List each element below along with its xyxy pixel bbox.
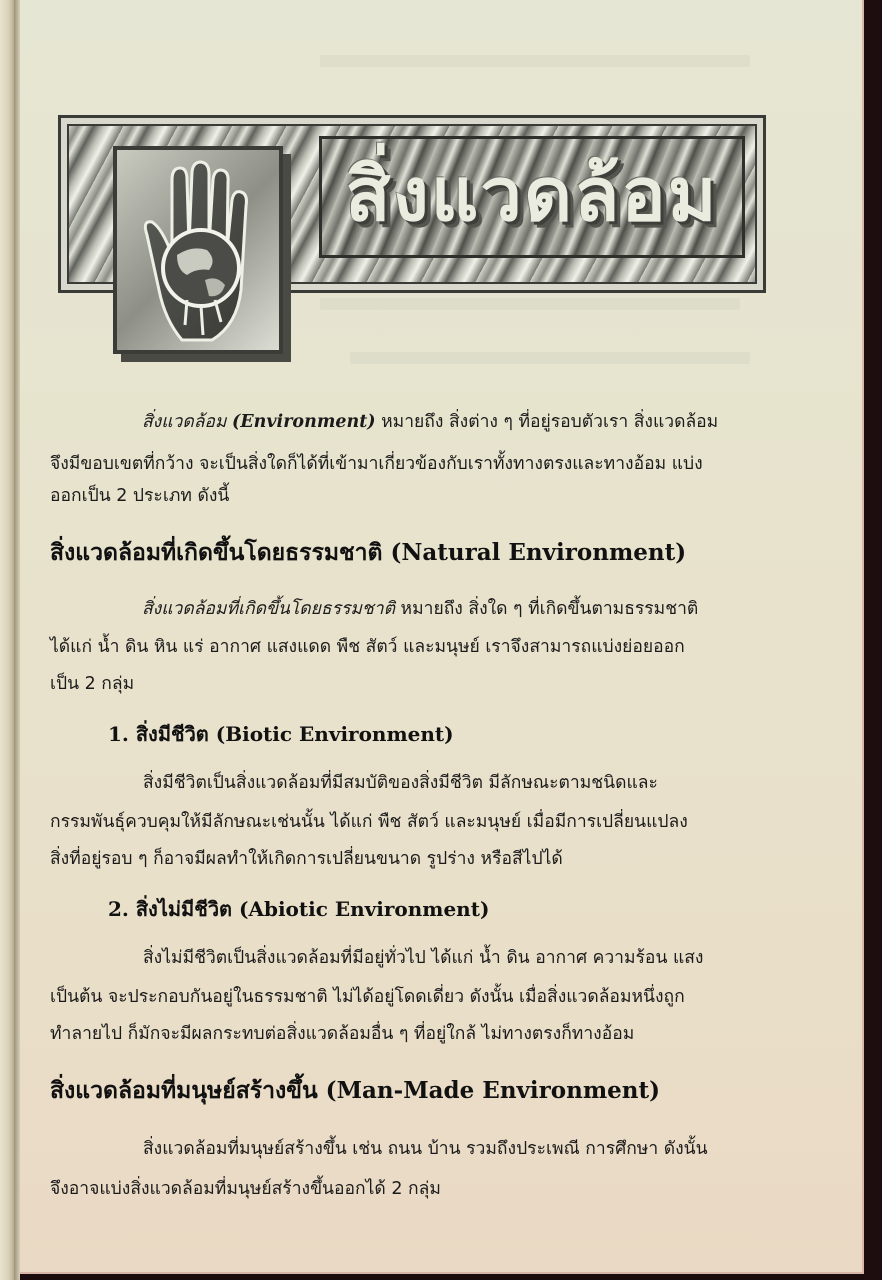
book-page <box>20 0 864 1274</box>
left-page-edge <box>0 0 14 1280</box>
subsection-heading-biotic: 1. สิ่งมีชีวิต (Biotic Environment) <box>108 722 454 746</box>
title-panel <box>319 136 745 258</box>
abiotic-line-2: เป็นต้น จะประกอบกันอยู่ในธรรมชาติ ไม่ได้อยู่โดดเดี่ยว ดังนั้น เมื่อสิ่งแวดล้อมหนึ่งถูก <box>50 987 685 1007</box>
section-heading-natural: สิ่งแวดล้อมที่เกิดขึ้นโดยธรรมชาติ (Natural Environment) <box>50 539 687 566</box>
manmade-line-2: จึงอาจแบ่งสิ่งแวดล้อมที่มนุษย์สร้างขึ้นออกได้ 2 กลุ่ม <box>50 1179 441 1199</box>
scan-background-edge <box>864 0 882 1280</box>
intro-line-3: ออกเป็น 2 ประเภท ดังนี้ <box>50 486 230 506</box>
natural-term: สิ่งแวดล้อมที่เกิดขึ้นโดยธรรมชาติ <box>142 599 395 619</box>
biotic-line-1: สิ่งมีชีวิตเป็นสิ่งแวดล้อมที่มีสมบัติของสิ่งมีชีวิต มีลักษณะตามชนิดและ <box>143 773 658 793</box>
biotic-line-3: สิ่งที่อยู่รอบ ๆ ก็อาจมีผลทำให้เกิดการเปลี่ยนขนาด รูปร่าง หรือสีไปได้ <box>50 849 563 869</box>
intro-line-1 <box>142 410 718 434</box>
bleed-through-header <box>320 55 750 67</box>
intro-text: หมายถึง สิ่งต่าง ๆ ที่อยู่รอบตัวเรา สิ่งแวดล้อม <box>375 412 719 432</box>
section-heading-manmade: สิ่งแวดล้อมที่มนุษย์สร้างขึ้น (Man-Made Environment) <box>50 1077 661 1104</box>
intro-line-2: จึงมีขอบเขตที่กว้าง จะเป็นสิ่งใดก็ได้ที่เข้ามาเกี่ยวข้องกับเราทั้งทางตรงและทางอ้อม แบ่ง <box>50 454 703 474</box>
intro-term: สิ่งแวดล้อม <box>142 412 227 432</box>
abiotic-line-3: ทำลายไป ก็มักจะมีผลกระทบต่อสิ่งแวดล้อมอื่น ๆ ที่อยู่ใกล้ ไม่ทางตรงก็ทางอ้อม <box>50 1024 635 1044</box>
natural-line-1 <box>142 597 698 621</box>
bleed-through-line <box>320 298 740 310</box>
hand-holding-globe-icon <box>113 146 283 354</box>
bleed-through-line <box>350 352 750 364</box>
subsection-heading-abiotic: 2. สิ่งไม่มีชีวิต (Abiotic Environment) <box>108 897 490 921</box>
biotic-line-2: กรรมพันธุ์ควบคุมให้มีลักษณะเช่นนั้น ได้แก่ พืช สัตว์ และมนุษย์ เมื่อมีการเปลี่ยนแปลง <box>50 812 688 832</box>
chapter-title: สิ่งแวดล้อม <box>345 152 719 238</box>
natural-line-2: ได้แก่ น้ำ ดิน หิน แร่ อากาศ แสงแดด พืช สัตว์ และมนุษย์ เราจึงสามารถแบ่งย่อยออก <box>50 637 685 657</box>
intro-term-english: (Environment) <box>232 412 376 432</box>
natural-text: หมายถึง สิ่งใด ๆ ที่เกิดขึ้นตามธรรมชาติ <box>394 599 699 619</box>
abiotic-line-1: สิ่งไม่มีชีวิตเป็นสิ่งแวดล้อมที่มีอยู่ทั่วไป ได้แก่ น้ำ ดิน อากาศ ความร้อน แสง <box>143 948 704 968</box>
natural-line-3: เป็น 2 กลุ่ม <box>50 674 135 694</box>
manmade-line-1: สิ่งแวดล้อมที่มนุษย์สร้างขึ้น เช่น ถนน บ้าน รวมถึงประเพณี การศึกษา ดังนั้น <box>143 1139 708 1159</box>
chapter-title-banner <box>58 115 766 293</box>
